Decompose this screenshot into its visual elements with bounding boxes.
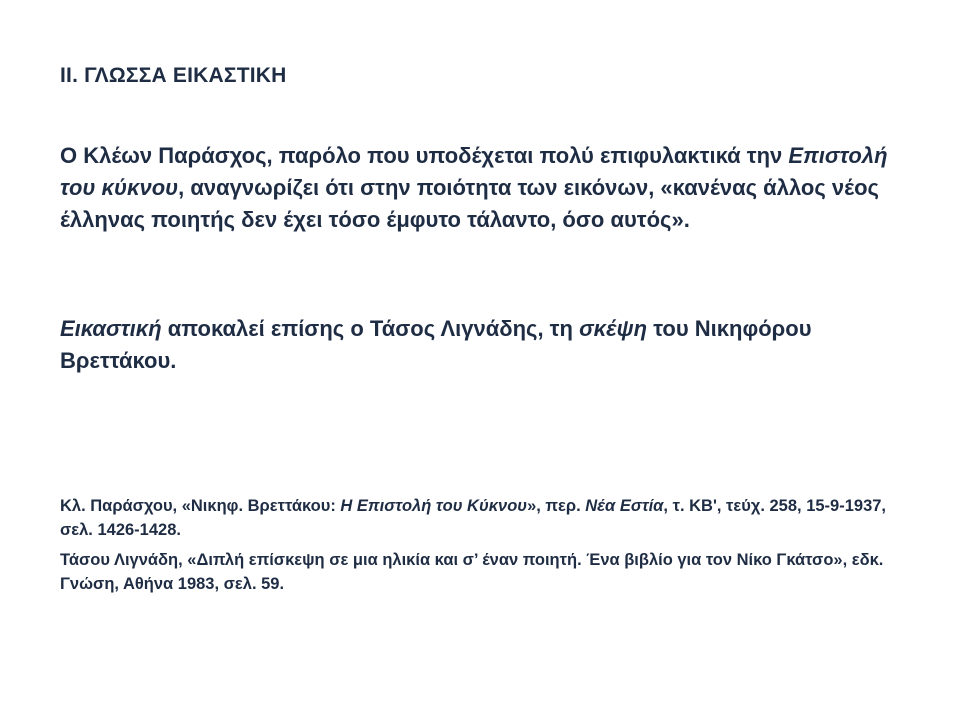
paragraph-2-text-b: του Νικηφόρου Βρεττάκου. — [60, 316, 812, 373]
reference-2-text: Τάσου Λιγνάδη, «Διπλή επίσκεψη σε μια ηλικία και σ’ έναν ποιητή. Ένα βιβλίο για τον Νίκο Γκάτσο», εδκ. Γνώση, Αθήνα 1983, σελ. 59. — [60, 551, 884, 593]
body-paragraph-1 — [60, 140, 900, 236]
reference-1-text-c: , τ. ΚΒ', τεύχ. 258, 15-9-1937, σελ. 1426-1428. — [60, 497, 887, 539]
reference-1-text-a: Κλ. Παράσχου, «Νικηφ. Βρεττάκου: — [60, 497, 341, 515]
paragraph-1-italic-title: Επιστολή του κύκνου — [60, 143, 888, 200]
paragraph-2-italic-b: σκέψη — [579, 316, 648, 341]
slide-title: II. ΓΛΩΣΣΑ ΕΙΚΑΣΤΙΚΗ — [60, 64, 287, 87]
reference-1-italic-b: Νέα Εστία — [585, 497, 664, 515]
paragraph-1-text-a: Ο Κλέων Παράσχος, παρόλο που υποδέχεται πολύ επιφυλακτικά την — [60, 143, 789, 168]
reference-1-italic-a: Η Επιστολή του Κύκνου — [340, 497, 528, 515]
paragraph-2-italic-a: Εικαστική — [60, 316, 162, 341]
reference-item — [60, 494, 920, 542]
paragraph-1-text-b: , αναγνωρίζει ότι στην ποιότητα των εικόνων, «κανένας άλλος νέος έλληνας ποιητής δεν έχει τόσο έμφυτο τάλαντο, όσο αυτός». — [60, 175, 879, 232]
body-paragraph-2 — [60, 313, 900, 377]
reference-item — [60, 548, 920, 596]
paragraph-2-text-a: αποκαλεί επίσης ο Τάσος Λιγνάδης, τη — [161, 316, 580, 341]
reference-1-text-b: », περ. — [527, 497, 586, 515]
references — [60, 494, 920, 602]
